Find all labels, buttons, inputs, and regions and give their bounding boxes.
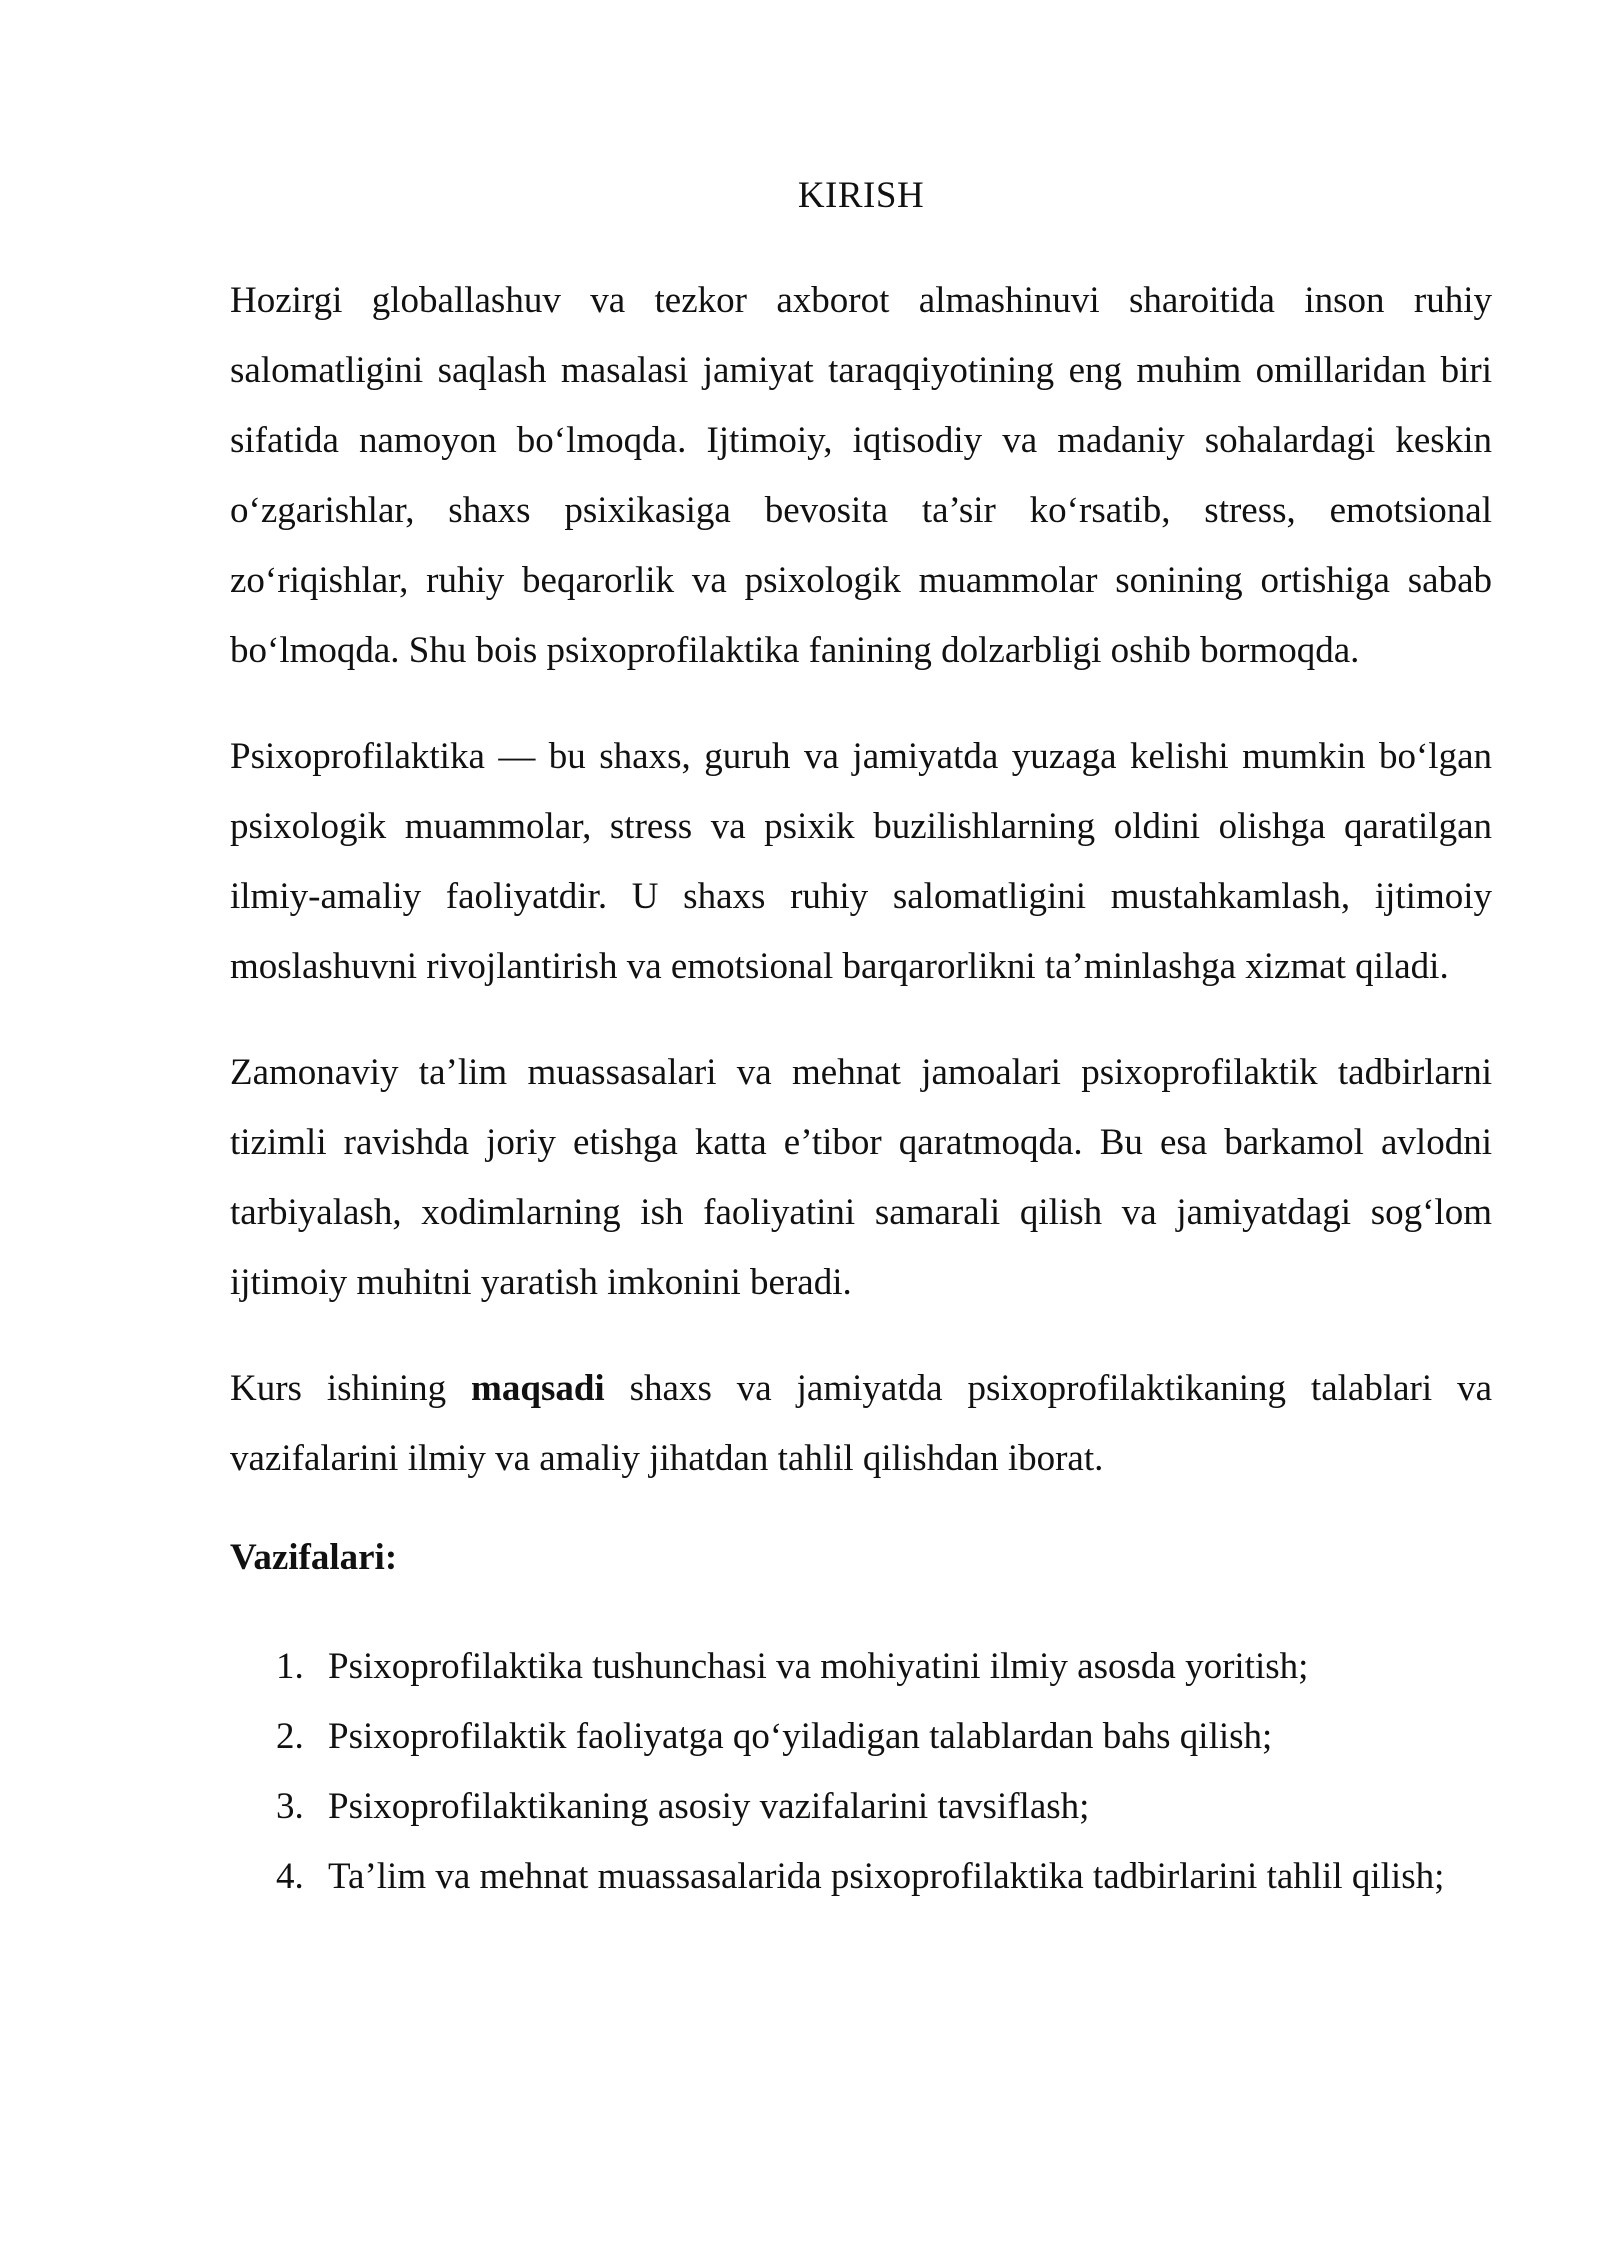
list-item-text: Psixoprofilaktikaning asosiy vazifalarini tavsiflash; — [328, 1786, 1090, 1827]
goal-keyword: maqsadi — [471, 1368, 605, 1409]
list-item — [230, 1702, 1492, 1772]
document-page — [230, 168, 1492, 1912]
list-item-number: 4. — [276, 1856, 304, 1897]
goal-text-after: shaxs va jamiyatda psixoprofilaktikaning talablari va vazifalarini ilmiy va amaliy jihatdan tahlil qilishdan iborat. — [230, 1368, 1492, 1479]
paragraph-institutions: Zamonaviy ta’lim muassasalari va mehnat jamoalari psixoprofilaktik tadbirlarni tizimli ravishda joriy etishga katta e’tibor qaratmoqda. Bu esa barkamol avlodni tarbiyalash, xodimlarning ish faoliyatini samarali qilish va jamiyatdagi sog‘lom ijtimoiy muhitni yaratish imkonini beradi. — [230, 1052, 1492, 1303]
list-item-number: 3. — [276, 1786, 304, 1827]
list-item-text: Psixoprofilaktika tushunchasi va mohiyatini ilmiy asosda yoritish; — [328, 1646, 1309, 1687]
list-item — [230, 1632, 1492, 1702]
paragraph-definition: Psixoprofilaktika — bu shaxs, guruh va jamiyatda yuzaga kelishi mumkin bo‘lgan psixologik muammolar, stress va psixik buzilishlarning oldini olishga qaratilgan ilmiy-amaliy faoliyatdir. U shaxs ruhiy salomatligini mustahkamlash, ijtimoiy moslashuvni rivojlantirish va emotsional barqarorlikni ta’minlashga xizmat qiladi. — [230, 736, 1492, 987]
paragraph-goal — [230, 1354, 1492, 1494]
list-item — [230, 1842, 1492, 1912]
list-item-number: 1. — [276, 1646, 304, 1687]
goal-text-before: Kurs ishining — [230, 1368, 472, 1409]
tasks-list — [230, 1632, 1492, 1912]
list-item-text: Psixoprofilaktik faoliyatga qo‘yiladigan talablardan bahs qilish; — [328, 1716, 1273, 1757]
page-title: KIRISH — [797, 175, 925, 216]
list-item-number: 2. — [276, 1716, 304, 1757]
paragraph-intro: Hozirgi globallashuv va tezkor axborot almashinuvi sharoitida inson ruhiy salomatligini saqlash masalasi jamiyat taraqqiyotining eng muhim omillaridan biri sifatida namoyon bo‘lmoqda. Ijtimoiy, iqtisodiy va madaniy sohalardagi keskin o‘zgarishlar, shaxs psixikasiga bevosita ta’sir ko‘rsatib, stress, emotsional zo‘riqishlar, ruhiy beqarorlik va psixologik muammolar sonining ortishiga sabab bo‘lmoqda. Shu bois psixoprofilaktika fanining dolzarbligi oshib bormoqda. — [230, 280, 1492, 671]
list-item — [230, 1772, 1492, 1842]
tasks-heading: Vazifalari: — [230, 1537, 398, 1578]
list-item-text: Ta’lim va mehnat muassasalarida psixoprofilaktika tadbirlarini tahlil qilish; — [328, 1856, 1445, 1897]
